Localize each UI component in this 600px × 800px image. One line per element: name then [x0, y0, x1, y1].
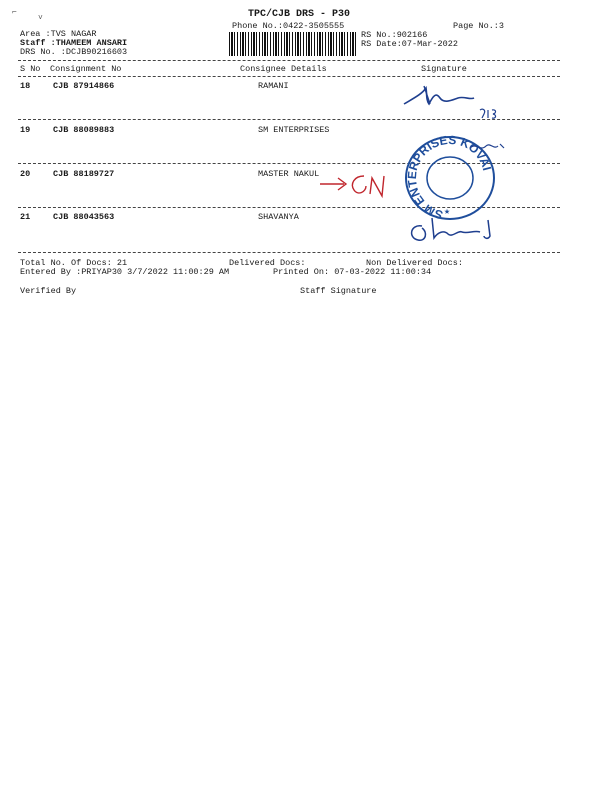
drs-number: DRS No. :DCJB90216603	[20, 47, 128, 57]
document-title: TPC/CJB DRS - P30	[248, 9, 351, 20]
table-row-sno: 19	[20, 125, 31, 135]
table-row-consignee: MASTER NAKUL	[258, 169, 320, 179]
red-arrow-annotation	[318, 170, 393, 202]
column-header-consignment: Consignment No	[50, 64, 122, 74]
rs-number: RS No.:902166	[361, 30, 428, 40]
column-header-sno: S No	[20, 64, 41, 74]
non-delivered-docs: Non Delivered Docs:	[366, 258, 463, 268]
entered-by: Entered By :PRIYAP30 3/7/2022 11:00:29 AM	[20, 267, 230, 277]
phone-number: Phone No.:0422-3505555	[232, 21, 345, 31]
rs-date: RS Date:07-Mar-2022	[361, 39, 458, 49]
area-label: Area :TVS NAGAR	[20, 29, 97, 39]
divider	[18, 60, 560, 61]
staff-label: Staff :THAMEEM ANSARI	[20, 38, 128, 48]
table-row-sno: 20	[20, 169, 31, 179]
page-number: Page No.:3	[453, 21, 505, 31]
divider	[18, 252, 560, 253]
table-row-consignee: SM ENTERPRISES	[258, 125, 330, 135]
handwritten-signature	[400, 80, 510, 124]
table-row-consignee: RAMANI	[258, 81, 289, 91]
scan-mark: ⌐	[12, 8, 17, 17]
scan-mark: ˅	[38, 14, 43, 23]
table-row-sno: 21	[20, 212, 31, 222]
staff-signature: Staff Signature	[300, 286, 377, 296]
column-header-consignee: Consignee Details	[240, 64, 327, 74]
svg-text:★: ★	[444, 207, 451, 218]
table-row-consignee: SHAVANYA	[258, 212, 299, 222]
total-docs: Total No. Of Docs: 21	[20, 258, 128, 268]
table-row-sno: 18	[20, 81, 31, 91]
delivered-docs: Delivered Docs:	[229, 258, 306, 268]
barcode	[229, 32, 357, 56]
handwritten-signature	[402, 208, 502, 250]
table-row-consignment: CJB 88043563	[53, 212, 115, 222]
column-header-signature: Signature	[421, 64, 467, 74]
stamp-text: SM ENTERPRISES KOVAI	[404, 132, 495, 222]
divider	[18, 76, 560, 77]
table-row-consignment: CJB 88089883	[53, 125, 115, 135]
table-row-consignment: CJB 88189727	[53, 169, 115, 179]
verified-by: Verified By	[20, 286, 77, 296]
printed-on: Printed On: 07-03-2022 11:00:34	[273, 267, 432, 277]
table-row-consignment: CJB 87914866	[53, 81, 115, 91]
pen-scribble	[468, 138, 508, 158]
